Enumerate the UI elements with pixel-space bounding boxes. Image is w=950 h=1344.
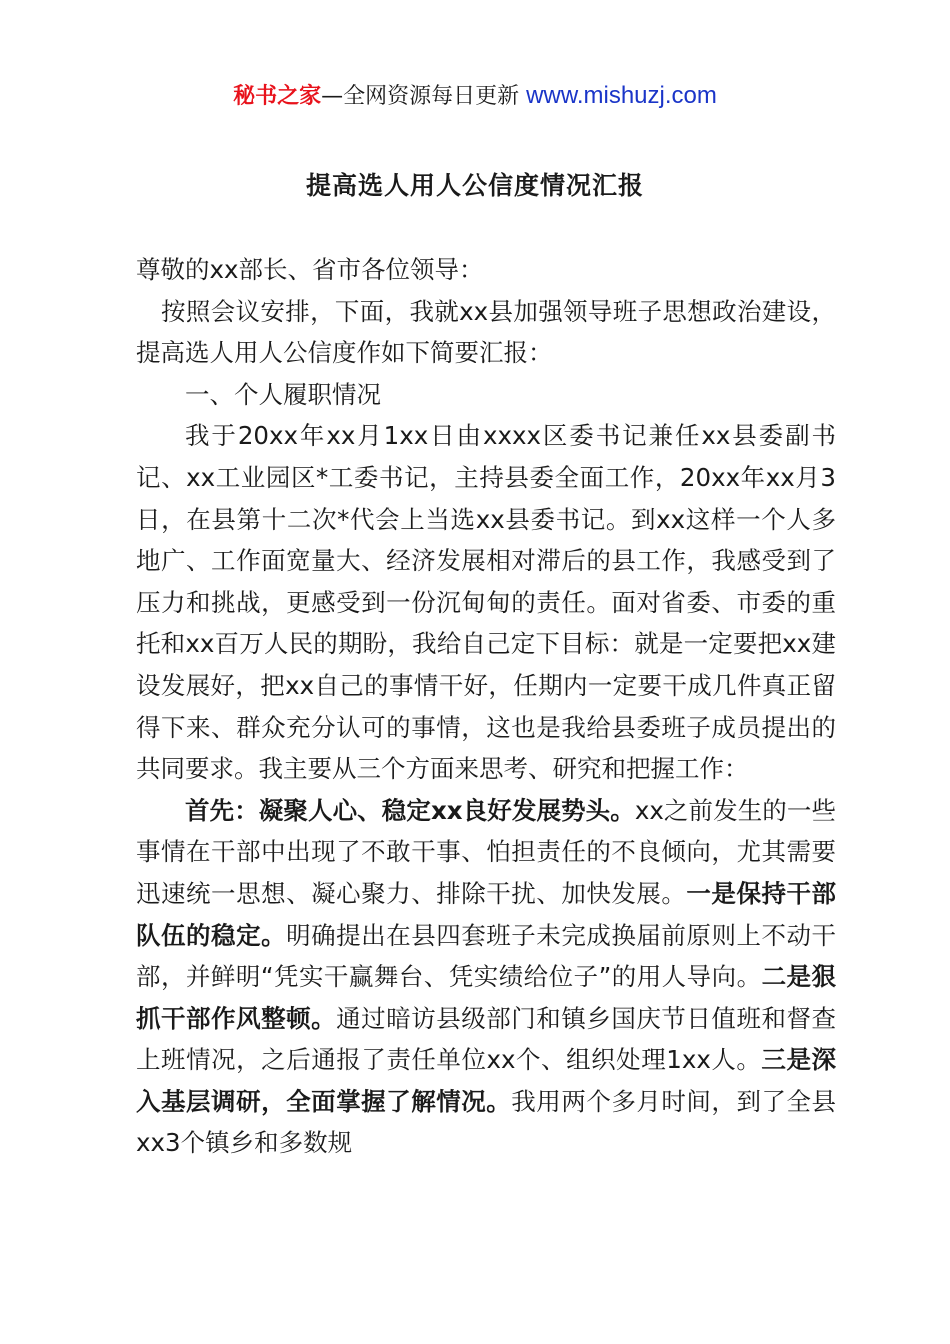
- paragraph-text: 通过暗访县级部门和镇乡国庆节日值班和督查上班情况，之后通报了责任单位xx个、组织处理1xx人。: [136, 1003, 837, 1075]
- bold-heading-first: 首先：凝聚人心、稳定xx良好发展势头。: [185, 795, 635, 825]
- bold-heading-three: 三是深入基层调研，全面掌握了解情况。: [136, 1045, 836, 1116]
- brand-name: 秘书之家: [233, 84, 322, 109]
- site-url-link[interactable]: www.mishuzj.com: [526, 82, 717, 109]
- salutation: 尊敬的xx部长、省市各位领导：: [136, 255, 484, 284]
- bold-heading-one: 一是保持干部队伍的稳定。: [136, 878, 836, 950]
- paragraph-intro: 按照会议安排，下面，我就xx县加强领导班子思想政治建设，提高选人用人公信度作如下简要汇报：: [136, 296, 836, 368]
- document-body: [136, 249, 836, 1164]
- header-tagline: —全网资源每日更新: [321, 84, 527, 109]
- document-title: 提高选人用人公信度情况汇报: [305, 171, 644, 200]
- paragraph-first-point: [136, 790, 836, 1164]
- paragraph-text: 我用两个多月时间，到了全县xx3个镇乡和多数规: [136, 1086, 837, 1158]
- paragraph-duties: 我于20xx年xx月1xx日由xxxx区委书记兼任xx县委副书记、xx工业园区*工委书记，主持县委全面工作，20xx年xx月3日，在县第十二次*代会上当选xx县委书记。到xx这样一个人多地广、工作面宽量大、经济发展相对滞后的县工作，我感受到了压力和挑战，更感受到一份沉甸甸的责任。面对省委、市委的重托和xx百万人民的期盼，我给自己定下目标：就是一定要把xx建设发展好，把xx自己的事情干好，任期内一定要干成几件真正留得下来、群众充分认可的事情，这也是我给县委班子成员提出的共同要求。我主要从三个方面来思考、研究和把握工作：: [136, 421, 836, 784]
- paragraph-text: xx之前发生的一些事情在干部中出现了不敢干事、怕担责任的不良倾向，尤其需要迅速统一思想、凝心聚力、排除干扰、加快发展。: [136, 795, 836, 908]
- site-header: [0, 80, 950, 113]
- bold-heading-two: 二是狠抓干部作风整顿。: [136, 962, 836, 1033]
- section-heading: 一、个人履职情况: [185, 379, 381, 409]
- paragraph-text: 明确提出在县四套班子未完成换届前原则上不动干部，并鲜明“凭实干赢舞台、凭实绩给位子”的用人导向。: [136, 920, 837, 992]
